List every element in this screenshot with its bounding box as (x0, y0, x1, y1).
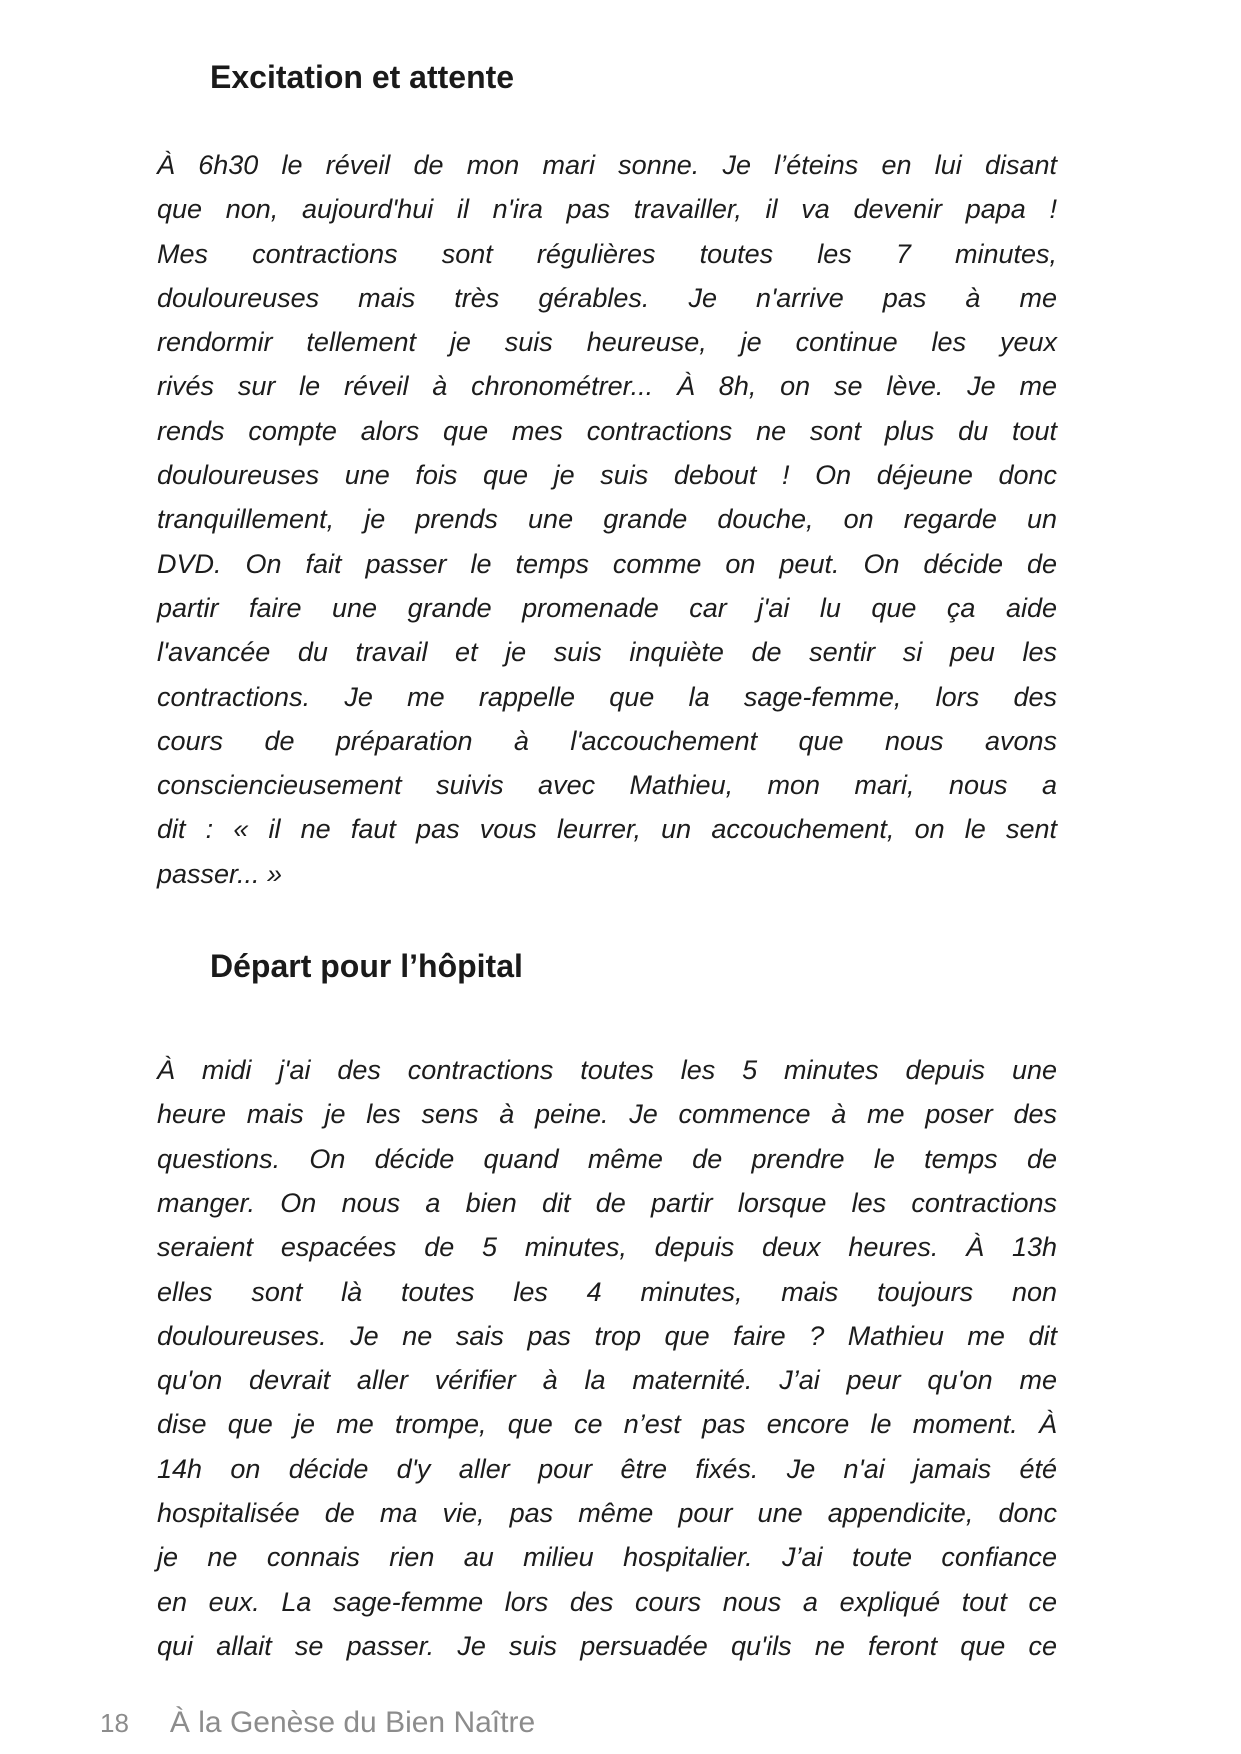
text-line: rends compte alors que mes contractions ne sont plus du tout (157, 415, 1057, 446)
text-line: À 6h30 le réveil de mon mari sonne. Je l’éteins en lui disant (157, 150, 1057, 180)
text-line: Mes contractions sont régulières toutes les 7 minutes, (157, 238, 1057, 269)
book-title: À la Genèse du Bien Naître (169, 1706, 536, 1739)
section-heading-depart: Départ pour l’hôpital (210, 948, 523, 985)
text-line: douloureuses mais très gérables. Je n'arrive pas à me (157, 282, 1057, 313)
text-line: passer... » (157, 858, 283, 889)
text-line: heure mais je les sens à peine. Je commence à me poser des (157, 1099, 1057, 1130)
text-line: rendormir tellement je suis heureuse, je continue les yeux (157, 327, 1057, 358)
text-line: dit : « il ne faut pas vous leurrer, un accouchement, on le sent (157, 814, 1057, 845)
text-line: rivés sur le réveil à chronométrer... À 8h, on se lève. Je me (157, 371, 1057, 402)
text-line: elles sont là toutes les 4 minutes, mais toujours non (157, 1276, 1057, 1307)
text-line: seraient espacées de 5 minutes, depuis deux heures. À 13h (157, 1232, 1057, 1263)
page-footer (100, 1706, 535, 1740)
text-line: manger. On nous a bien dit de partir lorsque les contractions (157, 1187, 1057, 1218)
text-line: je ne connais rien au milieu hospitalier. J’ai toute confiance (157, 1542, 1057, 1573)
section-heading-excitation: Excitation et attente (210, 59, 515, 95)
text-line: l'avancée du travail et je suis inquiète de sentir si peu les (157, 637, 1057, 668)
text-line: dise que je me trompe, que ce n’est pas encore le moment. À (157, 1409, 1057, 1440)
text-line: contractions. Je me rappelle que la sage-femme, lors des (157, 681, 1057, 712)
text-line: cours de préparation à l'accouchement que nous avons (157, 725, 1057, 756)
text-line: consciencieusement suivis avec Mathieu, mon mari, nous a (157, 770, 1057, 801)
text-line: tranquillement, je prends une grande douche, on regarde un (157, 504, 1057, 535)
paragraph-depart (157, 1048, 1057, 1668)
text-line: que non, aujourd'hui il n'ira pas travailler, il va devenir papa ! (157, 194, 1057, 225)
text-line: douloureuses une fois que je suis debout ! On déjeune donc (157, 460, 1057, 491)
section-depart-pour-hopital (157, 946, 1057, 1668)
text-line: DVD. On fait passer le temps comme on peut. On décide de (157, 548, 1057, 579)
text-line: hospitalisée de ma vie, pas même pour une appendicite, donc (157, 1498, 1057, 1529)
text-line: en eux. La sage-femme lors des cours nous a expliqué tout ce (157, 1586, 1057, 1617)
page-number: 18 (100, 1708, 129, 1738)
paragraph-excitation (157, 143, 1057, 896)
text-line: qui allait se passer. Je suis persuadée qu'ils ne feront que ce (157, 1630, 1057, 1661)
section-excitation-et-attente (157, 0, 1057, 896)
text-line: À midi j'ai des contractions toutes les 5 minutes depuis une (157, 1055, 1057, 1086)
text-line: qu'on devrait aller vérifier à la maternité. J’ai peur qu'on me (157, 1365, 1057, 1396)
text-line: douloureuses. Je ne sais pas trop que faire ? Mathieu me dit (157, 1320, 1057, 1351)
text-line: 14h on décide d'y aller pour être fixés. Je n'ai jamais été (157, 1453, 1057, 1484)
text-line: partir faire une grande promenade car j'ai lu que ça aide (157, 592, 1057, 623)
text-line: questions. On décide quand même de prendre le temps de (157, 1143, 1057, 1174)
